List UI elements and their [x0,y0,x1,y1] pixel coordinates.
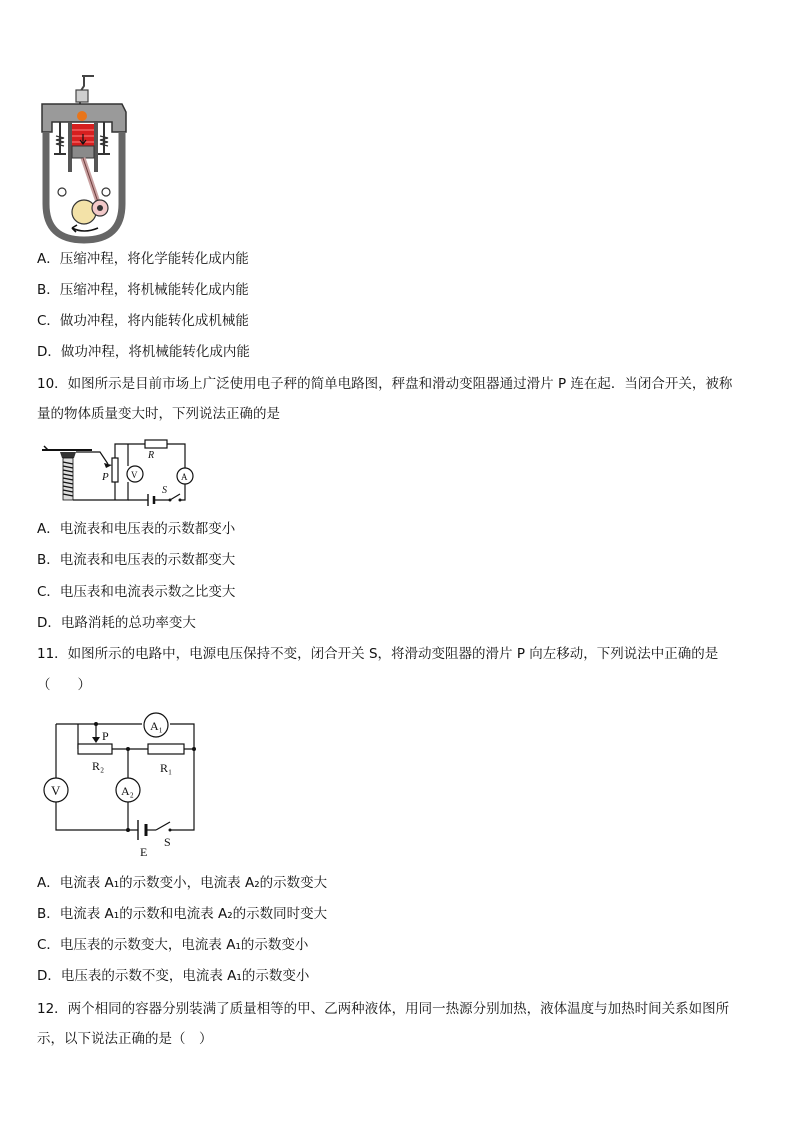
q11-stem-line2: （ ） [37,677,91,693]
q10-label-p: P [102,471,109,483]
q11-option-b: B．电流表 A₁的示数和电流表 A₂的示数同时变大 [37,906,328,922]
q10-label-a: A [181,472,188,482]
q10-label-r: R [148,450,155,461]
q11-circuit-figure [38,710,203,860]
scale-circuit-figure [40,436,208,506]
q9-option-a: A．压缩冲程，将化学能转化成内能 [37,251,249,267]
engine-figure [38,74,134,244]
q10-label-v: V [131,470,138,480]
q11-option-c: C．电压表的示数变大，电流表 A₁的示数变小 [37,937,309,953]
q11-stem-line1: 11．如图所示的电路中，电源电压保持不变，闭合开关 S，将滑动变阻器的滑片 P 向左移动，下列说法中正确的是 [37,646,719,662]
q11-label-r2: R₂ [92,759,105,773]
q9-option-b: B．压缩冲程，将机械能转化成内能 [37,282,249,298]
q11-option-a: A．电流表 A₁的示数变小，电流表 A₂的示数变大 [37,875,328,891]
q10-option-c: C．电压表和电流表示数之比变大 [37,584,236,600]
q11-label-a2: A₂ [121,784,134,798]
q11-label-v: V [51,783,61,798]
q11-option-d: D．电压表的示数不变，电流表 A₁的示数变小 [37,968,310,984]
q12-stem-line1: 12．两个相同的容器分别装满了质量相等的甲、乙两种液体，用同一热源分别加热，液体温度与加热时间关系如图所 [37,1001,730,1017]
q10-option-b: B．电流表和电压表的示数都变大 [37,552,236,568]
q10-stem-line2: 量的物体质量变大时，下列说法正确的是 [37,406,280,422]
q10-stem-line1: 10．如图所示是目前市场上广泛使用电子秤的简单电路图，秤盘和滑动变阻器通过滑片 P 连在起．当闭合开关，被称 [37,376,733,392]
q11-label-p: P [102,729,109,743]
q10-option-d: D．电路消耗的总功率变大 [37,615,196,631]
q11-label-a1: A₁ [150,719,163,733]
q9-option-d: D．做功冲程，将机械能转化成内能 [37,344,250,360]
q10-option-a: A．电流表和电压表的示数都变小 [37,521,236,537]
q9-option-c: C．做功冲程，将内能转化成机械能 [37,313,249,329]
q10-label-s: S [162,485,167,496]
q11-label-r1: R₁ [160,761,173,775]
q12-stem-line2: 示，以下说法正确的是（ ） [37,1031,213,1047]
q11-label-e: E [140,845,148,859]
q11-label-s: S [164,835,171,849]
